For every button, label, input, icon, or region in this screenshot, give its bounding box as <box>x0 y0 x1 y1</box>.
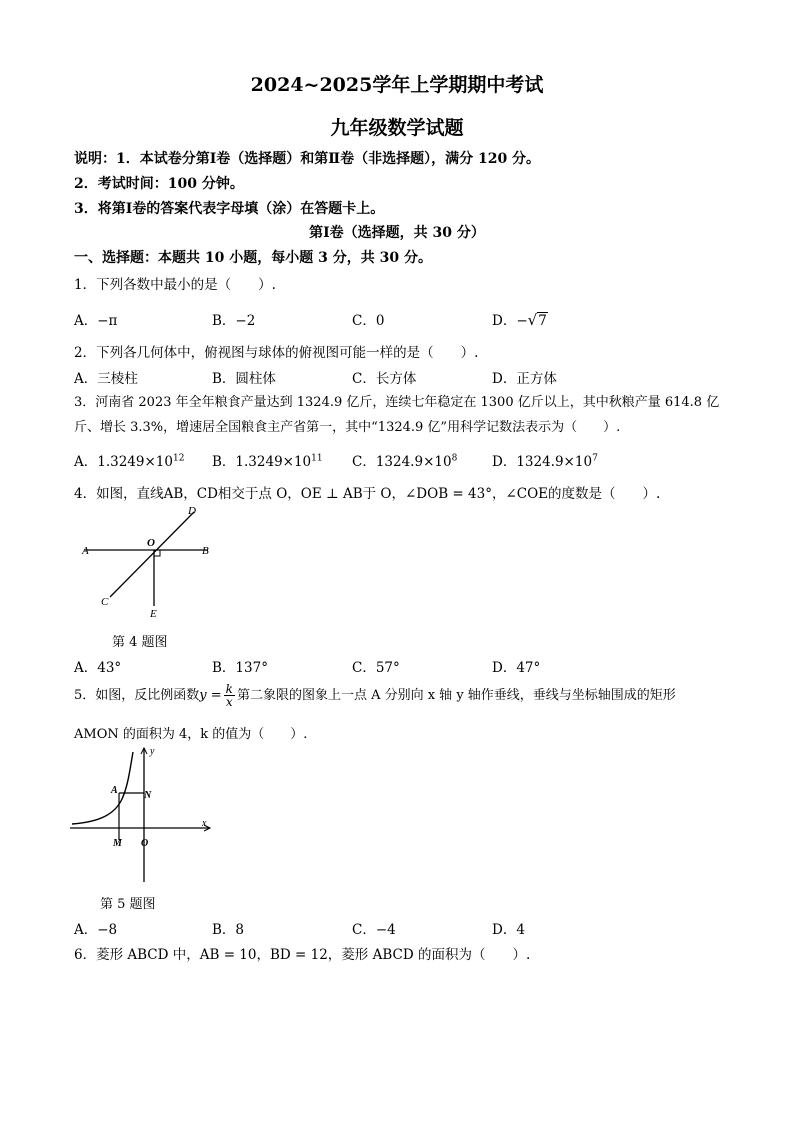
q1-option-b: B．−2 <box>212 313 256 329</box>
q1-option-d-label: D．− <box>492 313 528 329</box>
q3-option-c-exp: 8 <box>451 453 458 464</box>
line-cd <box>110 512 194 597</box>
q5-stem-post: 第二象限的图象上一点 A 分别向 x 轴 y 轴作垂线，垂线与坐标轴围成的矩形 <box>236 688 676 703</box>
hyperbola-curve <box>72 752 133 824</box>
q2-option-d: D．正方体 <box>492 371 557 387</box>
part1-title: 第Ⅰ卷（选择题，共 30 分） <box>309 225 485 241</box>
q5-option-b: B．8 <box>212 922 245 938</box>
q3-stem-line-1: 3．河南省 2023 年全年粮食产量达到 1324.9 亿斤，连续七年稳定在 1300 亿斤以上，其中秋粮产量 614.8 亿 <box>74 395 720 410</box>
q1-stem: 1．下列各数中最小的是（ ）. <box>74 277 276 293</box>
q5-frac-den: x <box>225 695 233 709</box>
label-b: B <box>202 545 209 557</box>
q3-option-d <box>492 450 598 470</box>
q5-figure <box>70 744 220 884</box>
label-origin: O <box>141 838 149 849</box>
label-d: D <box>188 505 196 517</box>
q2-option-c: C．长方体 <box>352 371 417 387</box>
q3-option-b <box>212 450 323 470</box>
q5-y-equals: y = <box>199 688 222 703</box>
q4-option-d: D．47° <box>492 660 541 676</box>
q5-fraction <box>224 683 235 708</box>
exam-subtitle: 九年级数学试题 <box>330 117 464 139</box>
label-o: O <box>147 537 155 549</box>
q5-option-c: C．−4 <box>352 922 396 938</box>
q5-stem-pre: 5．如图，反比例函数 <box>74 688 200 703</box>
q1-option-d-radicand: 7 <box>538 313 547 329</box>
label-x: x <box>202 818 207 829</box>
q4-stem: 4．如图，直线AB，CD相交于点 O，OE ⊥ AB于 O，∠DOB = 43°，∠COE的度数是（ ）. <box>74 486 661 502</box>
q2-stem: 2．下列各几何体中，俯视图与球体的俯视图可能一样的是（ ）. <box>74 345 479 361</box>
label-a: A <box>82 545 89 557</box>
q3-stem-line-2: 斤、增长 3.3%，增速居全国粮食主产省第一，其中“1324.9 亿”用科学记数法表示为（ ）. <box>74 420 621 435</box>
label-c: C <box>101 596 109 608</box>
q4-figure <box>74 502 224 627</box>
q3-option-b-base: B．1.3249×10 <box>212 454 312 470</box>
label-y: y <box>150 746 155 757</box>
q3-option-d-exp: 7 <box>592 453 598 464</box>
q1-option-a: A．−π <box>74 313 118 329</box>
label-point-a: A <box>111 785 118 796</box>
q4-caption: 第 4 题图 <box>112 635 168 650</box>
q3-option-a-exp: 12 <box>172 453 185 464</box>
q6-stem: 6．菱形 ABCD 中，AB = 10，BD = 12，菱形 ABCD 的面积为（ ）. <box>74 947 531 963</box>
q3-option-c-base: C．1324.9×10 <box>352 454 452 470</box>
q5-option-a: A．−8 <box>74 922 118 938</box>
label-e: E <box>150 608 157 620</box>
q3-option-b-exp: 11 <box>311 453 323 464</box>
q5-stem-line-2: AMON 的面积为 4，k 的值为（ ）. <box>74 727 308 742</box>
sqrt-symbol: √ <box>527 311 538 329</box>
q1-option-c: C．0 <box>352 313 385 329</box>
q5-frac-num: k <box>225 682 233 696</box>
q5-option-d: D．4 <box>492 922 525 938</box>
q5-caption: 第 5 题图 <box>100 897 156 912</box>
q5-stem-line-1 <box>74 680 676 712</box>
q2-option-a: A．三棱柱 <box>74 371 138 387</box>
q2-option-b: B．圆柱体 <box>212 371 276 387</box>
q3-option-a-base: A．1.3249×10 <box>74 454 173 470</box>
instruction-line-3: 3．将第Ⅰ卷的答案代表字母填（涂）在答题卡上。 <box>74 201 385 217</box>
q4-option-b: B．137° <box>212 660 268 676</box>
q3-option-a <box>74 450 184 470</box>
q4-option-a: A．43° <box>74 660 122 676</box>
section-heading: 一、选择题：本题共 10 小题，每小题 3 分，共 30 分。 <box>74 250 432 266</box>
instruction-line-2: 2．考试时间：100 分钟。 <box>74 176 244 192</box>
q3-option-d-base: D．1324.9×10 <box>492 454 593 470</box>
q3-option-c <box>352 450 457 470</box>
exam-title: 2024~2025学年上学期期中考试 <box>250 74 544 96</box>
instruction-line-1: 说明：1．本试卷分第Ⅰ卷（选择题）和第Ⅱ卷（非选择题），满分 120 分。 <box>74 151 541 167</box>
q4-option-c: C．57° <box>352 660 400 676</box>
label-point-m: M <box>113 838 122 849</box>
label-point-n: N <box>144 790 152 801</box>
q1-option-d <box>492 309 548 329</box>
